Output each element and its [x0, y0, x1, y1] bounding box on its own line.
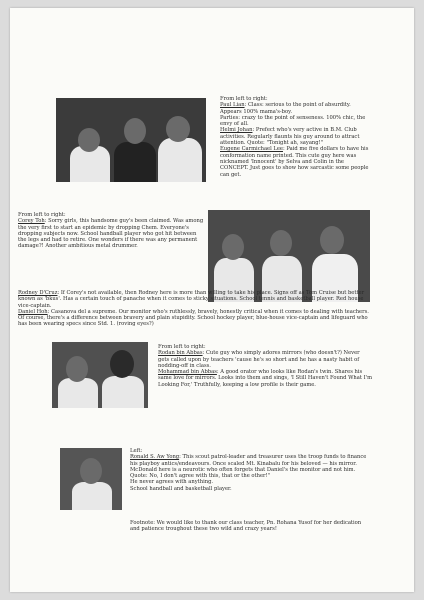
bio-daniel-hoh: : Casanova del a supreme. Our monitor who's ruthlessly, bravely, honestly critical when it comes to dealing with teachers. Of course, there's a difference between bravery and plain stupidity. School hockey player, blue-house vice-captain and lifeguard who has been wearing specs since Std. 1. (roving eyes?): [18, 308, 369, 328]
name-daniel-hoh: Daniel Hoh: [18, 308, 48, 315]
footnote: [130, 520, 370, 533]
footnote-text: We would like to thank our class teacher, Pn. Rohana Yusof for her dedication and patience troughout these two wild and crazy years!: [130, 520, 362, 533]
bio-rodney-dcruz: : If Corey's not available, then Rodney here is more than willing to take his place. Signs off as Tom Cruise but better known as 'bkus'. Has a certain touch of panache when it comes to sticky situations. School tennis and basketball player. Red house vice-captain.: [18, 290, 365, 309]
bio-ronald-3: School handball and basketball player.: [130, 485, 232, 492]
name-paul-lian: Paul Lian: [220, 102, 245, 109]
section-2-text-wide: [18, 290, 372, 328]
bio-ronald-aw-yong: : This scout patrol-leader and treasurer uses the troop funds to finance his playboy antics/endeavours. Once scaled Mt. Kinabalu for his beloved — his mirror. McDonald here is a neurotic who often forgets that Daniel's the monitor and not him.: [130, 454, 367, 473]
footnote-label: Footnote:: [130, 520, 156, 526]
section-4-text: [130, 448, 370, 492]
bio-mohammad-abbas: : A good orator who looks like Rodan's twin. Shares his same love for mirrors. Looks into them and sings, 'I Still Haven't Found What I'm Looking For,' Truthfully, keeping a low profile is their game.: [158, 369, 372, 388]
bio-eugene-lee: : Paid me five dollars to have his conformation name printed. This cute guy here was nicknamed 'Innocent' by Selva and Colin in the CONCEPT. Just goes to show how sarcastic some people can get.: [220, 146, 369, 178]
bio-ronald-2: He never agrees with anything.: [130, 479, 214, 486]
section-2-heading: From left to right:: [18, 212, 66, 218]
section-4-heading: Left:: [130, 448, 143, 454]
section-3-heading: From left to right:: [158, 344, 206, 350]
section-2-text: [18, 212, 204, 250]
photo-group-2: [208, 210, 370, 302]
name-corey-toh: Corey Toh: [18, 218, 45, 225]
yearbook-page: [10, 8, 414, 592]
name-helmi-johan: Helmi Johan: [220, 127, 253, 134]
quote-ronald: Quote: No, I don't agree with this, that or the other!": [130, 473, 270, 480]
photo-group-3: [52, 342, 148, 408]
section-1-text: [220, 96, 372, 178]
name-mohammad-abbas: Mohammad bin Abbas: [158, 369, 217, 376]
name-eugene-lee: Eugene Carmichael Lee: [220, 146, 283, 153]
name-ronald-aw-yong: Ronald S. Aw Yong: [130, 454, 180, 461]
bio-paul-lian: : Class: serious to the point of absurdity. Appears 100% mama's-boy.: [220, 102, 351, 115]
photo-group-1: [56, 98, 206, 182]
section-3-text: [158, 344, 372, 388]
bio-helmi-johan: : Prefect who's very active in B.M. Club activities. Regularly flaunts his guy around to attract attention. Quote: "Tonight ah, sayang!": [220, 127, 360, 147]
photo-ronald: [60, 448, 122, 510]
name-rodney-dcruz: Rodney D'Cruz: [18, 290, 58, 296]
bio-corey-toh: : Sorry girls, this handsome guy's been claimed. Was among the very first to start an epidemic by dropping Chem. Everyone's dropping subjects now. School handball player who got hit between the legs and had to retire. One wonders if there was any permanent damage?! Another ambitious metal drummer.: [18, 218, 204, 250]
bio-rodan-abbas: : Cute guy who simply adores mirrors (who doesn't?) Never gets called upon by teachers 'cause he's so short and he has a nasty habit of nodding-off in class.: [158, 350, 360, 369]
bio-paul-lian-2: Parties: crazy to the point of senseness. 100% chic, the envy of all.: [220, 114, 366, 128]
name-rodan-abbas: Rodan bin Abbas: [158, 350, 203, 357]
section-1-heading: From left to right:: [220, 96, 268, 102]
